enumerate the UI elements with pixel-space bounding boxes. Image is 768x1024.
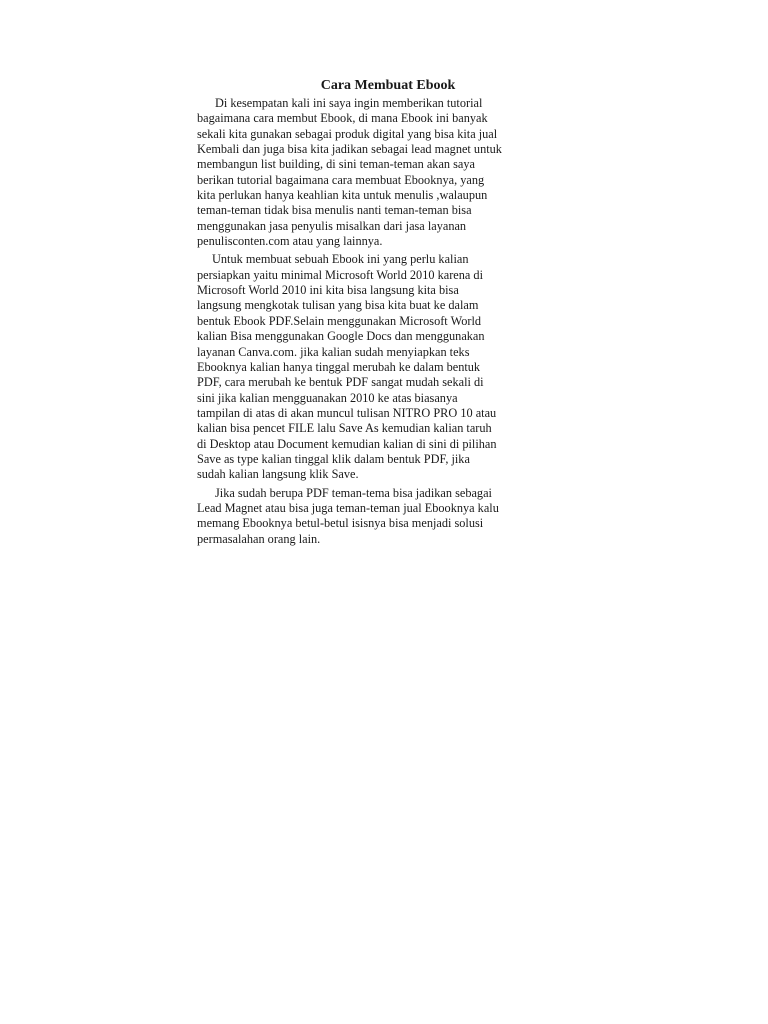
paragraph-conclusion: Jika sudah berupa PDF teman-tema bisa jadikan sebagai Lead Magnet atau bisa juga teman-teman jual Ebooknya kalu memang Ebooknya betul-betul isisnya bisa menjadi solusi permasalahan orang lain.	[197, 485, 499, 546]
paragraph-tools: Untuk membuat sebuah Ebook ini yang perlu kalian persiapkan yaitu minimal Microsoft World 2010 karena di Microsoft World 2010 ini kita bisa langsung kita bisa langsung mengkotak tulisan yang bisa kita buat ke dalam bentuk Ebook PDF.Selain menggunakan Microsoft World kalian Bisa menggunakan Google Docs dan menggunakan layanan Canva.com. jika kalian sudah menyiapkan teks Ebooknya kalian hanya tinggal merubah ke dalam bentuk PDF, cara merubah ke bentuk PDF sangat mudah sekali di sini jika kalian mengguanakan 2010 ke atas biasanya tampilan di atas di akan muncul tulisan NITRO PRO 10 atau kalian bisa pencet FILE lalu Save As kemudian kalian taruh di Desktop atau Document kemudian kalian di sini di pilihan Save as type kalian tinggal klik dalam bentuk PDF, jika sudah kalian langsung klik Save.	[197, 252, 497, 482]
paragraph-intro: Di kesempatan kali ini saya ingin memberikan tutorial bagaimana cara membut Ebook, di mana Ebook ini banyak sekali kita gunakan sebagai produk digital yang bisa kita jual Kembali dan juga bisa kita jadikan sebagai lead magnet untuk membangun list building, di sini teman-teman akan saya berikan tutorial bagaimana cara membuat Ebooknya, yang kita perlukan hanya keahlian kita untuk menulis ,walaupun teman-teman tidak bisa menulis nanti teman-teman bisa menggunakan jasa penyulis misalkan dari jasa layanan penulisconten.com atau yang lainnya.	[197, 96, 502, 249]
document-body	[197, 77, 577, 550]
document-title: Cara Membuat Ebook	[320, 78, 456, 93]
